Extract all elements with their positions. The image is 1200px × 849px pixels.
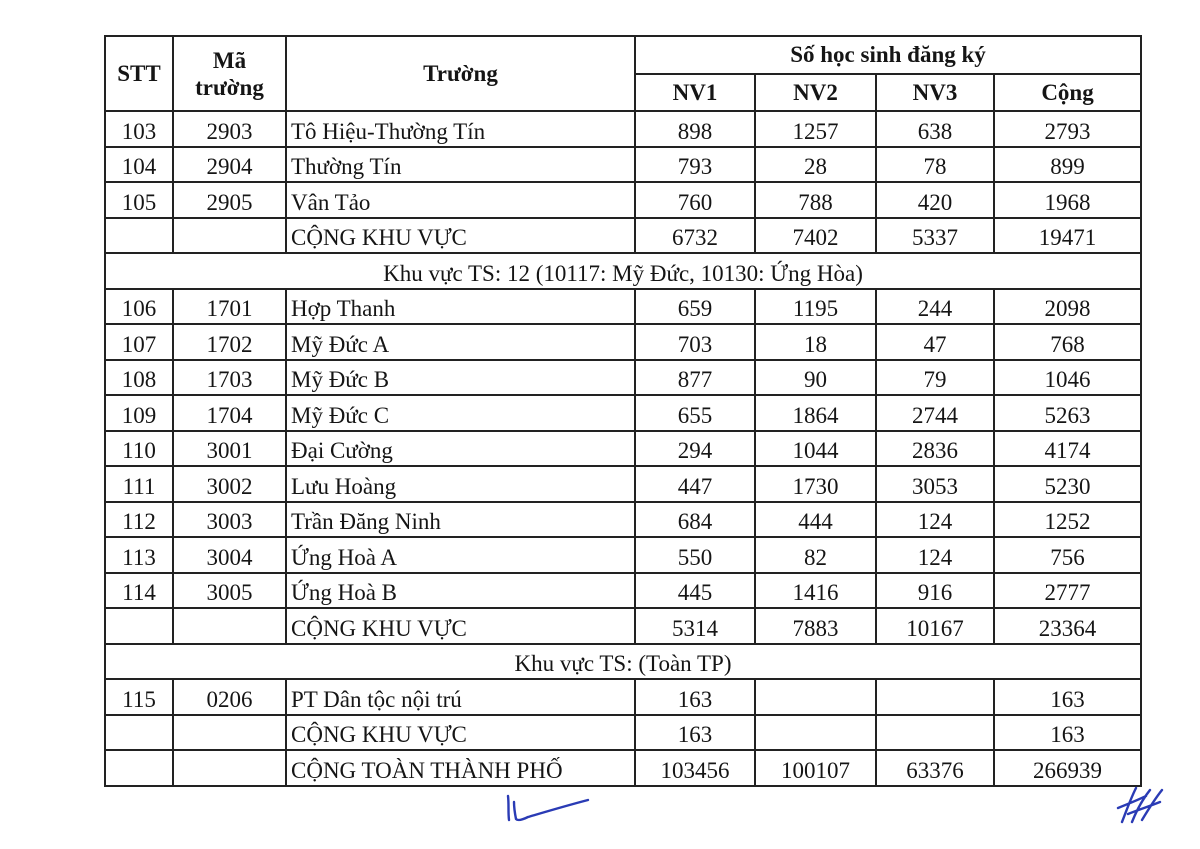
region-header-row (105, 253, 1141, 289)
row-nv3: 2744 (876, 395, 994, 431)
row-school-code: 1704 (173, 395, 286, 431)
row-nv3: 10167 (876, 608, 994, 644)
row-school-code: 2903 (173, 111, 286, 147)
row-nv1: 294 (635, 431, 755, 467)
row-school-name: Mỹ Đức B (286, 360, 635, 396)
row-nv2: 1195 (755, 289, 876, 325)
table-row (105, 466, 1141, 502)
region-title: Khu vực TS: (Toàn TP) (105, 644, 1141, 680)
row-stt: 113 (105, 537, 173, 573)
row-total: 899 (994, 147, 1141, 183)
header-nv1: NV1 (635, 74, 755, 111)
row-nv2: 90 (755, 360, 876, 396)
row-school-code (173, 715, 286, 751)
grand-total-nv2: 100107 (755, 750, 876, 786)
subtotal-row (105, 608, 1141, 644)
grand-total-stt (105, 750, 173, 786)
row-nv3: 244 (876, 289, 994, 325)
row-school-code: 3002 (173, 466, 286, 502)
row-nv2: 1257 (755, 111, 876, 147)
row-school-code: 2904 (173, 147, 286, 183)
row-school-name: Ứng Hoà B (286, 573, 635, 609)
table-row (105, 324, 1141, 360)
row-nv2: 28 (755, 147, 876, 183)
row-school-name: Trần Đăng Ninh (286, 502, 635, 538)
row-stt: 114 (105, 573, 173, 609)
table-header (105, 36, 1141, 111)
table-row (105, 502, 1141, 538)
row-nv1: 163 (635, 679, 755, 715)
grand-total-row (105, 750, 1141, 786)
row-school-code: 1702 (173, 324, 286, 360)
row-stt: 107 (105, 324, 173, 360)
row-stt: 103 (105, 111, 173, 147)
row-nv2 (755, 679, 876, 715)
row-school-code: 2905 (173, 182, 286, 218)
row-nv3: 47 (876, 324, 994, 360)
row-nv1: 5314 (635, 608, 755, 644)
row-nv2: 444 (755, 502, 876, 538)
row-school-name: Ứng Hoà A (286, 537, 635, 573)
table-row (105, 395, 1141, 431)
row-total: 2777 (994, 573, 1141, 609)
row-nv3: 79 (876, 360, 994, 396)
row-nv1: 163 (635, 715, 755, 751)
row-stt: 105 (105, 182, 173, 218)
subtotal-row (105, 218, 1141, 254)
row-total: 2793 (994, 111, 1141, 147)
row-total: 1968 (994, 182, 1141, 218)
signature-left-icon (500, 790, 600, 830)
row-total: 1252 (994, 502, 1141, 538)
table-body (105, 111, 1141, 750)
row-nv3 (876, 715, 994, 751)
row-school-code: 3003 (173, 502, 286, 538)
row-school-code: 1701 (173, 289, 286, 325)
row-stt (105, 608, 173, 644)
row-stt: 106 (105, 289, 173, 325)
row-nv3: 916 (876, 573, 994, 609)
header-total: Cộng (994, 74, 1141, 111)
row-total: 4174 (994, 431, 1141, 467)
region-header-row (105, 644, 1141, 680)
row-total: 163 (994, 679, 1141, 715)
row-nv2 (755, 715, 876, 751)
row-stt: 112 (105, 502, 173, 538)
table-row (105, 573, 1141, 609)
row-total: 2098 (994, 289, 1141, 325)
row-stt: 109 (105, 395, 173, 431)
row-nv1: 659 (635, 289, 755, 325)
row-school-code: 1703 (173, 360, 286, 396)
row-school-code: 3005 (173, 573, 286, 609)
row-nv1: 655 (635, 395, 755, 431)
row-school-code: 0206 (173, 679, 286, 715)
row-school-code: 3001 (173, 431, 286, 467)
row-nv2: 1730 (755, 466, 876, 502)
row-nv1: 793 (635, 147, 755, 183)
row-total: 5230 (994, 466, 1141, 502)
row-school-name: Hợp Thanh (286, 289, 635, 325)
row-total: 163 (994, 715, 1141, 751)
row-nv3: 5337 (876, 218, 994, 254)
header-stt: STT (105, 36, 173, 111)
grand-total-nv3: 63376 (876, 750, 994, 786)
row-school-code (173, 608, 286, 644)
row-school-code: 3004 (173, 537, 286, 573)
row-school-name: Đại Cường (286, 431, 635, 467)
row-nv1: 445 (635, 573, 755, 609)
row-stt: 104 (105, 147, 173, 183)
row-nv2: 1864 (755, 395, 876, 431)
row-nv1: 877 (635, 360, 755, 396)
table-row (105, 537, 1141, 573)
row-nv3: 638 (876, 111, 994, 147)
row-total: 19471 (994, 218, 1141, 254)
row-nv1: 760 (635, 182, 755, 218)
row-nv1: 550 (635, 537, 755, 573)
row-school-name: Mỹ Đức A (286, 324, 635, 360)
row-school-name: Mỹ Đức C (286, 395, 635, 431)
row-nv3: 3053 (876, 466, 994, 502)
table-row (105, 679, 1141, 715)
row-nv1: 703 (635, 324, 755, 360)
row-school-name: Vân Tảo (286, 182, 635, 218)
row-total: 1046 (994, 360, 1141, 396)
row-school-name: CỘNG KHU VỰC (286, 715, 635, 751)
row-total: 5263 (994, 395, 1141, 431)
row-nv1: 898 (635, 111, 755, 147)
row-nv3: 420 (876, 182, 994, 218)
row-stt: 111 (105, 466, 173, 502)
row-nv1: 447 (635, 466, 755, 502)
grand-total-total: 266939 (994, 750, 1141, 786)
row-stt (105, 715, 173, 751)
table-row (105, 147, 1141, 183)
subtotal-row (105, 715, 1141, 751)
table-row (105, 182, 1141, 218)
row-school-name: Tô Hiệu-Thường Tín (286, 111, 635, 147)
row-stt: 110 (105, 431, 173, 467)
row-nv2: 18 (755, 324, 876, 360)
header-school-code: Mã trường (173, 36, 286, 111)
row-total: 23364 (994, 608, 1141, 644)
row-school-name: Lưu Hoàng (286, 466, 635, 502)
row-nv2: 82 (755, 537, 876, 573)
table-row (105, 111, 1141, 147)
row-school-name: CỘNG KHU VỰC (286, 608, 635, 644)
table-row (105, 289, 1141, 325)
row-nv2: 788 (755, 182, 876, 218)
row-total: 756 (994, 537, 1141, 573)
registration-table (104, 35, 1142, 787)
row-school-name: Thường Tín (286, 147, 635, 183)
header-school: Trường (286, 36, 635, 111)
row-nv2: 7883 (755, 608, 876, 644)
row-nv2: 1416 (755, 573, 876, 609)
row-school-name: CỘNG KHU VỰC (286, 218, 635, 254)
row-total: 768 (994, 324, 1141, 360)
grand-total-label: CỘNG TOÀN THÀNH PHỐ (286, 750, 635, 786)
table-row (105, 431, 1141, 467)
region-title: Khu vực TS: 12 (10117: Mỹ Đức, 10130: Ứng Hòa) (105, 253, 1141, 289)
row-nv3: 78 (876, 147, 994, 183)
row-nv2: 1044 (755, 431, 876, 467)
header-registered-students: Số học sinh đăng ký (635, 36, 1141, 74)
row-stt: 108 (105, 360, 173, 396)
header-nv2: NV2 (755, 74, 876, 111)
table-row (105, 360, 1141, 396)
row-stt (105, 218, 173, 254)
row-nv3: 124 (876, 537, 994, 573)
header-nv3: NV3 (876, 74, 994, 111)
row-nv1: 684 (635, 502, 755, 538)
row-stt: 115 (105, 679, 173, 715)
row-nv3: 2836 (876, 431, 994, 467)
row-nv1: 6732 (635, 218, 755, 254)
row-school-code (173, 218, 286, 254)
row-nv3 (876, 679, 994, 715)
grand-total-code (173, 750, 286, 786)
signature-right-icon (1112, 782, 1168, 828)
row-school-name: PT Dân tộc nội trú (286, 679, 635, 715)
row-nv2: 7402 (755, 218, 876, 254)
grand-total-nv1: 103456 (635, 750, 755, 786)
row-nv3: 124 (876, 502, 994, 538)
